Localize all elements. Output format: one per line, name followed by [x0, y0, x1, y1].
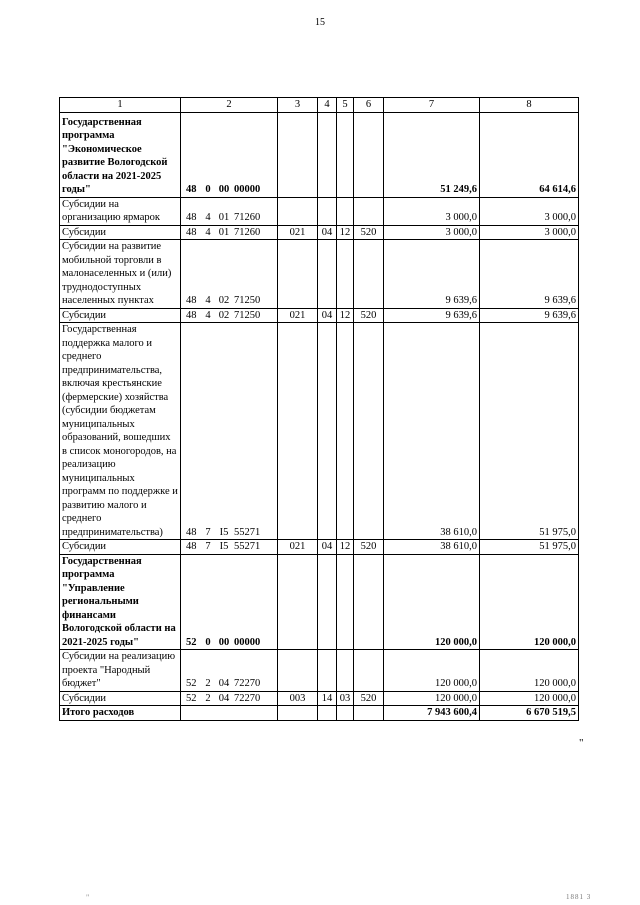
table-row — [60, 240, 579, 309]
header-cell: 4 — [318, 98, 337, 113]
row-code — [181, 308, 278, 323]
row-col3 — [278, 197, 318, 225]
row-col8: 120 000,0 — [480, 650, 579, 692]
table-row — [60, 225, 579, 240]
row-col3 — [278, 650, 318, 692]
row-col5 — [337, 197, 354, 225]
code-part: 2 — [205, 692, 211, 704]
code-part: 71250 — [234, 295, 261, 306]
row-col5: 03 — [337, 691, 354, 706]
header-cell: 2 — [181, 98, 278, 113]
row-col6: 520 — [354, 540, 384, 555]
row-col5: 12 — [337, 540, 354, 555]
code-part: 01 — [218, 226, 230, 238]
header-cell: 5 — [337, 98, 354, 113]
row-name: Субсидии — [60, 308, 181, 323]
code-part: 4 — [205, 212, 211, 223]
row-col7: 3 000,0 — [384, 225, 480, 240]
code-part: 7 — [205, 541, 211, 552]
code-part: 4 — [205, 226, 211, 238]
code-part: 01 — [218, 212, 230, 223]
row-col4: 04 — [318, 540, 337, 555]
row-col7: 3 000,0 — [384, 197, 480, 225]
code-part: 48 — [186, 212, 197, 223]
total-label: Итого расходов — [60, 706, 181, 721]
code-part: 00000 — [234, 636, 261, 648]
header-cell: 8 — [480, 98, 579, 113]
row-col4: 04 — [318, 308, 337, 323]
row-col6: 520 — [354, 225, 384, 240]
code-part: 48 — [186, 184, 197, 195]
row-col7: 38 610,0 — [384, 540, 480, 555]
closing-quote: " — [579, 737, 584, 749]
code-part: 48 — [186, 295, 197, 306]
table-row — [60, 323, 579, 540]
code-part: 4 — [205, 309, 211, 321]
row-col7: 120 000,0 — [384, 691, 480, 706]
row-col3: 021 — [278, 225, 318, 240]
code-part: 02 — [218, 309, 230, 321]
code-part: 2 — [205, 678, 211, 689]
row-col6 — [354, 197, 384, 225]
row-col7: 120 000,0 — [384, 650, 480, 692]
page-number: 15 — [315, 17, 325, 28]
row-code — [181, 540, 278, 555]
row-col8: 120 000,0 — [480, 691, 579, 706]
row-col3 — [278, 323, 318, 540]
row-name: Субсидии на организацию ярмарок — [60, 197, 181, 225]
row-col8: 9 639,6 — [480, 308, 579, 323]
empty-cell — [354, 706, 384, 721]
code-part: 52 — [186, 678, 197, 689]
code-part: 4 — [205, 295, 211, 306]
row-col8: 120 000,0 — [480, 554, 579, 650]
code-part: 00000 — [234, 184, 261, 195]
row-col3: 021 — [278, 308, 318, 323]
table-header-row — [60, 98, 579, 113]
row-col8: 3 000,0 — [480, 225, 579, 240]
row-col4 — [318, 554, 337, 650]
row-col3: 021 — [278, 540, 318, 555]
row-code — [181, 197, 278, 225]
table-row — [60, 554, 579, 650]
row-col7: 51 249,6 — [384, 112, 480, 197]
row-col4 — [318, 323, 337, 540]
code-part: 71250 — [234, 309, 261, 321]
table-row — [60, 540, 579, 555]
code-part: 04 — [218, 692, 230, 704]
row-col8: 64 614,6 — [480, 112, 579, 197]
row-col4: 04 — [318, 225, 337, 240]
row-col3 — [278, 112, 318, 197]
row-col3 — [278, 554, 318, 650]
code-part: 00 — [218, 636, 230, 648]
empty-cell — [337, 706, 354, 721]
code-part: 48 — [186, 309, 197, 321]
row-name: Субсидии — [60, 691, 181, 706]
total-col8: 6 670 519,5 — [480, 706, 579, 721]
code-part: 55271 — [234, 541, 261, 552]
total-row — [60, 706, 579, 721]
row-col6: 520 — [354, 691, 384, 706]
row-col5: 12 — [337, 308, 354, 323]
row-col7: 9 639,6 — [384, 240, 480, 309]
row-name: Субсидии на развитие мобильной торговли в малонаселенных и (или) труднодоступных населенных пунктах — [60, 240, 181, 309]
total-col7: 7 943 600,4 — [384, 706, 480, 721]
row-col6: 520 — [354, 308, 384, 323]
row-col5 — [337, 650, 354, 692]
code-part: 0 — [205, 184, 211, 195]
row-col4 — [318, 240, 337, 309]
row-col7: 9 639,6 — [384, 308, 480, 323]
row-col4 — [318, 112, 337, 197]
row-col6 — [354, 112, 384, 197]
row-col5 — [337, 323, 354, 540]
code-part: 7 — [205, 526, 211, 538]
row-name: Государственная программа "Управление региональными финансами Вологодской области на 2021-2025 годы" — [60, 554, 181, 650]
header-cell: 1 — [60, 98, 181, 113]
row-name: Субсидии — [60, 540, 181, 555]
code-part: I5 — [219, 526, 229, 538]
header-cell: 3 — [278, 98, 318, 113]
row-col5 — [337, 112, 354, 197]
row-col4 — [318, 197, 337, 225]
row-col8: 9 639,6 — [480, 240, 579, 309]
code-part: 71260 — [234, 226, 261, 238]
code-part: 02 — [218, 295, 230, 306]
row-name: Государственная программа "Экономическое развитие Вологодской области на 2021-2025 годы" — [60, 112, 181, 197]
row-col4: 14 — [318, 691, 337, 706]
header-cell: 7 — [384, 98, 480, 113]
row-col7: 120 000,0 — [384, 554, 480, 650]
code-part: 72270 — [234, 692, 261, 704]
row-col8: 51 975,0 — [480, 323, 579, 540]
row-name: Субсидии на реализацию проекта "Народный бюджет" — [60, 650, 181, 692]
code-part: 04 — [218, 678, 230, 689]
code-part: 48 — [186, 226, 197, 238]
row-col8: 3 000,0 — [480, 197, 579, 225]
table-row — [60, 308, 579, 323]
row-code — [181, 554, 278, 650]
code-part: 55271 — [234, 526, 261, 538]
row-code — [181, 691, 278, 706]
table-row — [60, 197, 579, 225]
expenditure-table — [59, 97, 579, 721]
code-part: 48 — [186, 526, 197, 538]
row-col5 — [337, 554, 354, 650]
row-col3 — [278, 240, 318, 309]
row-code — [181, 225, 278, 240]
row-col6 — [354, 323, 384, 540]
code-part: 00 — [218, 184, 230, 195]
row-col5 — [337, 240, 354, 309]
table-row — [60, 691, 579, 706]
code-part: 48 — [186, 541, 197, 552]
empty-cell — [278, 706, 318, 721]
table-row — [60, 112, 579, 197]
footer-mark-left: " — [86, 893, 90, 902]
row-code — [181, 112, 278, 197]
code-part: 71260 — [234, 212, 261, 223]
row-name: Государственная поддержка малого и среднего предпринимательства, включая крестьянские (фермерские) хозяйства (субсидии бюджетам муниципальных образований, вошедших в список моногородов, на реализацию муниципальных программ по поддержке и развитию малого и среднего предпринимательства) — [60, 323, 181, 540]
row-col6 — [354, 650, 384, 692]
empty-cell — [181, 706, 278, 721]
footer-mark-right: 1881 3 — [566, 893, 592, 901]
code-part: 72270 — [234, 678, 261, 689]
row-col6 — [354, 554, 384, 650]
code-part: I5 — [219, 541, 229, 552]
code-part: 0 — [205, 636, 211, 648]
row-col7: 38 610,0 — [384, 323, 480, 540]
row-col6 — [354, 240, 384, 309]
row-col5: 12 — [337, 225, 354, 240]
row-code — [181, 323, 278, 540]
row-code — [181, 650, 278, 692]
code-part: 52 — [186, 636, 197, 648]
row-col8: 51 975,0 — [480, 540, 579, 555]
empty-cell — [318, 706, 337, 721]
code-part: 52 — [186, 692, 197, 704]
row-name: Субсидии — [60, 225, 181, 240]
header-cell: 6 — [354, 98, 384, 113]
row-code — [181, 240, 278, 309]
table-row — [60, 650, 579, 692]
row-col3: 003 — [278, 691, 318, 706]
row-col4 — [318, 650, 337, 692]
